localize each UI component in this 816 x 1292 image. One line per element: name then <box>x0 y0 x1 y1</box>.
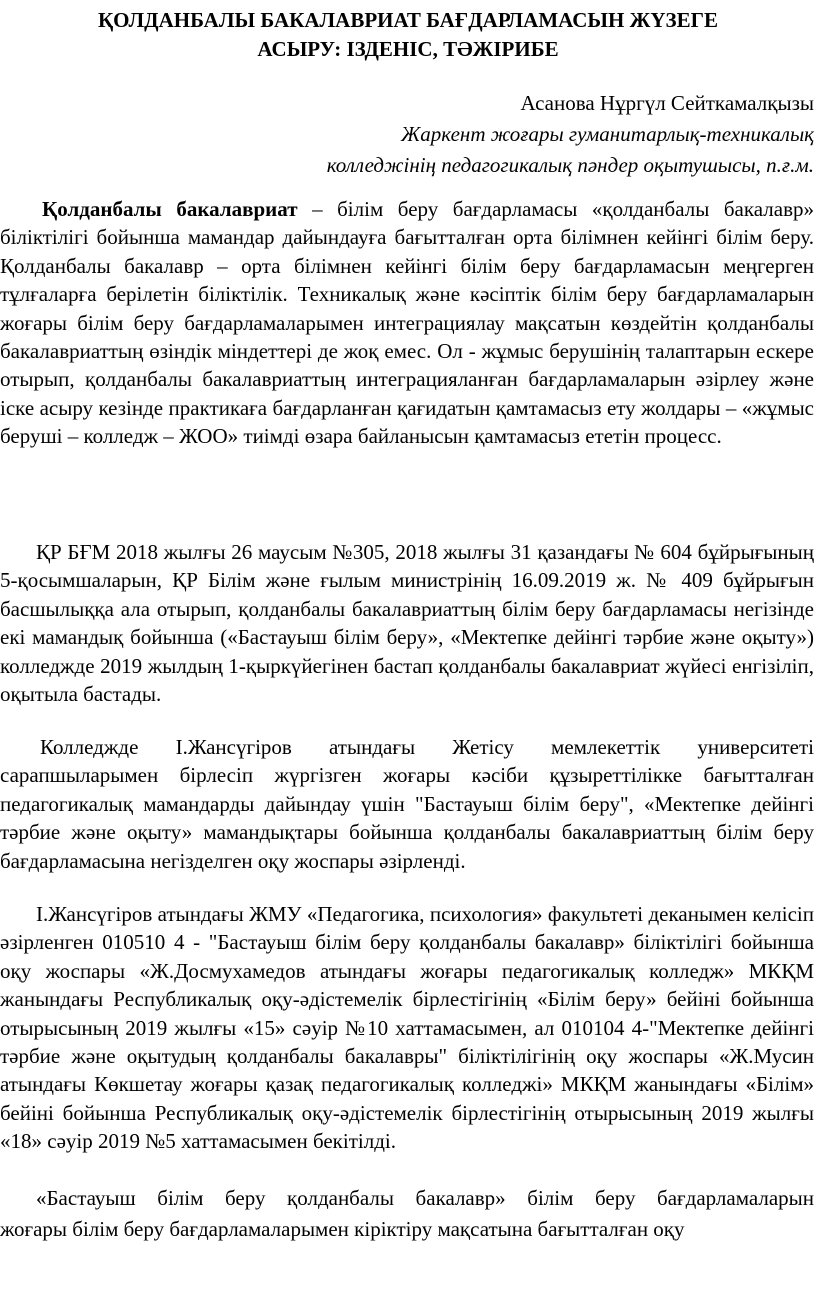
paragraph-lead-term: Қолданбалы бакалавриат <box>42 197 298 221</box>
paragraph-approval: І.Жансүгіров атындағы ЖМУ «Педагогика, психология» факультеті деканымен келісіп әзірленген 010510 4 - "Бастауыш білім беру қолданбалы бакалавр» біліктілігі бойынша оқу жоспары «Ж.Досмухамедов атындағы жоғары педагогикалық колледж» МКҚМ жанындағы Республикалық оқу-әдістемелік бірлестігінің «Білім беру» бейіні бойынша отырысының 2019 жылғы «15» сәуір №10 хаттамасымен, ал 010104 4-"Мектепке дейінгі тәрбие және оқытудың қолданбалы бакалавры" біліктілігінің оқу жоспары «Ж.Мусин атындағы Көкшетау жоғары қазақ педагогикалық колледжі» МКҚМ жанындағы «Білім» бейіні бойынша Республикалық оқу-әдістемелік бірлестігінің отырысының 2019 жылғы «18» сәуір 2019 №5 хаттамасымен бекітілді. <box>0 902 814 1154</box>
paragraph-orders: ҚР БҒМ 2018 жылғы 26 маусым №305, 2018 жылғы 31 қазандағы № 604 бұйрығының 5-қосымшаларын, ҚР Білім және ғылым министрінің 16.09.2019 ж. № 409 бұйрығын басшылыққа ала отырып, қолданбалы бакалавриаттың білім беру бағдарламасы негізінде екі мамандық бойынша («Бастауыш білім беру», «Мектепке дейінгі тәрбие және оқыту») колледжде 2019 жылдың 1-қыркүйегінен бастап қолданбалы бакалавриат жүйесі енгізіліп, оқытыла бастады. <box>0 540 814 707</box>
paragraph-integration-line-1: «Бастауыш білім беру қолданбалы бакалавр» білім беру бағдарламаларын <box>36 1186 814 1210</box>
author-block <box>327 88 814 181</box>
paragraph-definition <box>0 195 814 451</box>
paragraph-integration <box>0 1183 814 1245</box>
title-line-1: ҚОЛДАНБАЛЫ БАКАЛАВРИАТ БАҒДАРЛАМАСЫН ЖҮЗЕГЕ <box>97 8 719 32</box>
paragraph-definition-text: – білім беру бағдарламасы «қолданбалы бакалавр» біліктілігі бойынша мамандар дайындауға бағытталған орта білімнен кейінгі білім беру. Қолданбалы бакалавр – орта білімнен кейінгі білім беру бағдарламасын меңгерген тұлғаларға берілетін біліктілік. Техникалық және кәсіптік білім беру бағдарламаларын жоғары білім беру бағдарламаларымен интеграциялау мақсатын көздейтін қолданбалы бакалавриаттың өзіндік міндеттері де жоқ емес. Ол - жұмыс берушінің талаптарын ескере отырып, қолданбалы бакалавриаттың интеграцияланған бағдарламаларын әзірлеу және іске асыру кезінде практикаға бағдарланған қағидатын қамтамасыз ету жолдары – «жұмыс беруші – колледж – ЖОО» тиімді өзара байланысын қамтамасыз ететін процесс. <box>0 197 814 449</box>
author-affiliation-line-1: Жаркент жоғары гуманитарлық-техникалық <box>401 122 814 146</box>
author-name: Асанова Нұргүл Сейткамалқызы <box>520 91 814 115</box>
author-affiliation-line-2: колледжінің педагогикалық пәндер оқытушысы, п.ғ.м. <box>326 153 814 177</box>
title-line-2: АСЫРУ: ІЗДЕНІС, ТӘЖІРИБЕ <box>257 37 559 61</box>
paragraph-integration-line-2: жоғары білім беру бағдарламаларымен кіріктіру мақсатына бағытталған оқу <box>0 1217 685 1241</box>
paragraph-curriculum: Колледжде І.Жансүгіров атындағы Жетісу мемлекеттік университеті сарапшыларымен бірлесіп жүргізген жоғары кәсіби құзыреттілікке бағытталған педагогикалық мамандарды дайындау үшін "Бастауыш білім беру", «Мектепке дейінгі тәрбие және оқыту» мамандықтары бойынша қолданбалы бакалавриаттың білім беру бағдарламасына негізделген оқу жоспары әзірленді. <box>0 735 814 873</box>
document-title <box>20 6 796 64</box>
